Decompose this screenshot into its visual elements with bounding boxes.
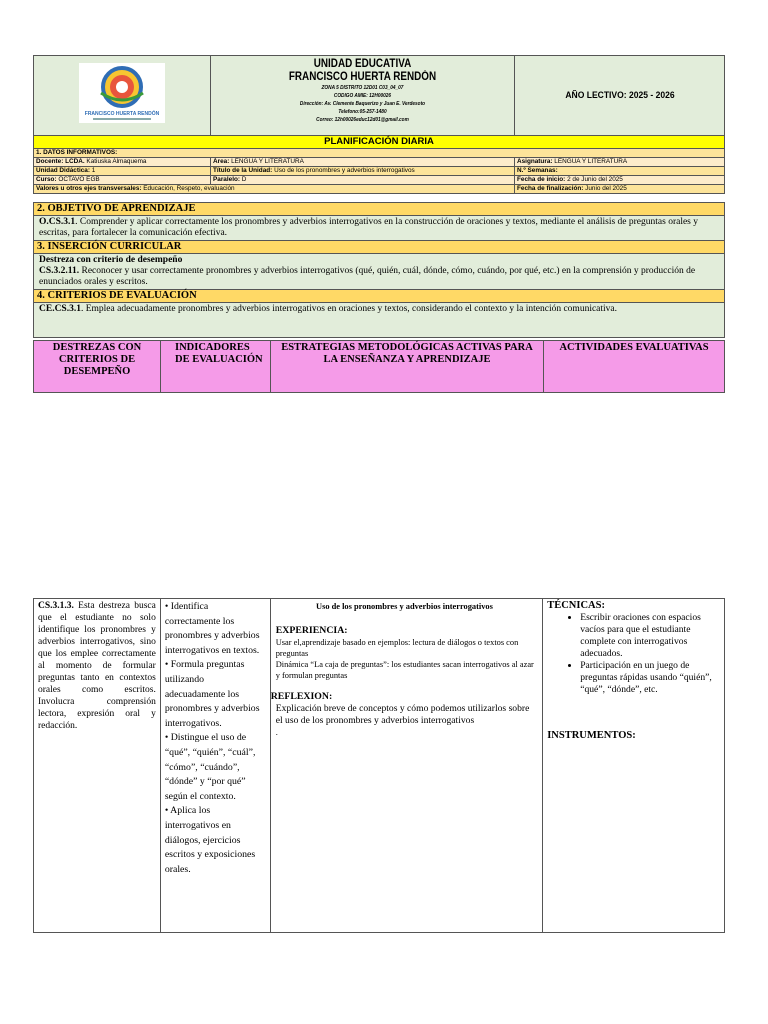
techniques-label: TÉCNICAS: [547,600,605,611]
school-logo [79,63,165,123]
objective-title: 2. OBJETIVO DE APRENDIZAJE [34,203,725,216]
curricular-body [34,254,725,290]
course-label: Curso: [36,176,57,183]
info-table [33,135,725,194]
objective-code: O.CS.3.1 [39,217,76,227]
col-strategies-header: ESTRATEGIAS METODOLÓGICAS ACTIVAS PARA LA ENSEÑANZA Y APRENDIZAJE [271,341,544,393]
columns-header-table [33,340,725,393]
subject-value: LENGUA Y LITERATURA [552,158,628,165]
start-date-label: Fecha de inicio: [517,176,566,183]
activities-cell [543,599,725,933]
plan-title: PLANIFICACIÓN DIARIA [34,136,725,149]
parallel-value: D [240,176,247,183]
curricular-text: Reconocer y usar correctamente pronombres y adverbios interrogativos (qué, quién, cuál, dónde, cómo, cuándo, por qué, etc.) en la comprensión y producción de enunciados orales y escritos. [39,266,696,287]
start-date-cell [515,176,725,185]
school-phone: Telefono:05-257-1480 [338,109,387,115]
instruments-label: INSTRUMENTOS: [547,730,636,741]
subject-cell [515,158,725,167]
unit-title-cell [211,167,515,176]
strategies-cell [270,599,542,933]
strategy-title: Uso de los pronombres y adverbios interrogativos [316,602,493,611]
school-email: Correo: 12h00026educ12d01@gmail.com [316,117,409,123]
school-amie: CODIGO AMIE: 12H00026 [333,93,392,99]
weeks-cell [515,167,725,176]
teacher-label: Docente: LCDA. [36,158,85,165]
skill-code: CS.3.1.3. [38,601,74,611]
school-zone: ZONA 5 DISTRITO 12D01 C03_04_07 [321,85,404,91]
values-cell [34,185,515,194]
technique-item: • Participación en un juego de preguntas rápidas usando “quién”, “qué”, “dónde”, etc. [580,660,720,696]
weeks-label: N.º Semanas: [517,167,558,174]
col-activities-header: ACTIVIDADES EVALUATIVAS [544,341,725,393]
col-skills-header: DESTREZAS CON CRITERIOS DE DESEMPEÑO [34,341,161,393]
experience-label: EXPERIENCIA: [275,625,348,636]
school-name-line1: UNIDAD EDUCATIVA [313,58,412,70]
experience-line1: Usar el,aprendizaje basado en ejemplos: lectura de diálogos o textos con preguntas [275,638,519,658]
area-value: LENGUA Y LITERATURA [229,158,304,165]
subject-label: Asignatura: [517,158,553,165]
curricular-title: 3. INSERCIÓN CURRICULAR [34,241,725,254]
reflection-text: Explicación breve de conceptos y cómo podemos utilizarlos sobre el uso de los pronombres y adverbios interrogativos [275,703,530,726]
skill-text: Esta destreza busca que el estudiante no solo identifique los pronombres y adverbios interrogativos, sino que los emplee correctamente al momento de formular preguntas tanto en contextos orales como escritos. Involucra comprensión lectora, expresión oral y redacción. [38,601,156,731]
techniques-list [580,612,720,696]
objective-body [34,216,725,241]
indicator-item: • Distingue el uso de “qué”, “quién”, “cuál”, “cómo”, “cuándo”, “dónde” y “por qué” según el contexto. [164,732,256,802]
skill-cell [34,599,161,933]
planning-header-table [33,55,725,136]
school-address: Dirección: Av. Clemente Baquerizo y Juan E. Verdesoto [299,101,426,107]
indicator-item: • Formula preguntas utilizando adecuadamente los pronombres y adverbios interrogativos. [164,659,260,729]
reflection-dot: . [275,728,278,737]
criteria-code: CE.CS.3.1 [39,304,81,314]
start-date-value: 2 de Junio del 2025 [565,176,623,183]
indicator-item: • Aplica los interrogativos en diálogos, ejercicios escritos y exposiciones orales. [164,805,256,875]
unit-title-label: Título de la Unidad: [213,167,273,174]
parallel-label: Paralelo: [213,176,240,183]
criteria-title: 4. CRITERIOS DE EVALUACIÓN [34,290,725,303]
indicator-item: • Identifica correctamente los pronombres y adverbios interrogativos en textos. [164,601,260,656]
logo-cell [34,56,211,136]
end-date-cell [515,185,725,194]
technique-item: • Escribir oraciones con espacios vacíos para que el estudiante complete con interrogativos adecuados. [580,612,720,660]
sections-table [33,202,725,338]
curricular-code: CS.3.2.11. [39,266,80,276]
school-year: AÑO LECTIVO: 2025 - 2026 [525,56,714,136]
curricular-subtitle: Destreza con criterio de desempeño [39,255,183,265]
unit-value: 1 [89,167,96,174]
info-section-label: 1. DATOS INFORMATIVOS: [34,149,725,158]
school-name-line2: FRANCISCO HUERTA RENDÓN [288,71,437,83]
end-date-value: Junio del 2025 [583,185,627,192]
col-indicators-header: INDICADORES DE EVALUACIÓN [161,341,271,393]
course-value: OCTAVO EGB [56,176,100,183]
teacher-cell [34,158,211,167]
reflection-label: REFLEXION: [270,691,333,702]
objective-text: . Comprender y aplicar correctamente los pronombres y adverbios interrogativos en la construcción de oraciones y textos, mediante el análisis de preguntas orales y escritas, para fortalecer la comunicación efectiva. [39,217,699,238]
school-info-cell [211,56,515,136]
area-cell [211,158,515,167]
unit-cell [34,167,211,176]
indicators-cell [160,599,270,933]
parallel-cell [211,176,515,185]
course-cell [34,176,211,185]
end-date-label: Fecha de finalización: [517,185,584,192]
logo-text: FRANCISCO HUERTA RENDÓN [84,111,160,117]
experience-line2: Dinámica “La caja de preguntas”: los estudiantes sacan interrogativos al azar y formulan preguntas [275,660,534,680]
values-value: Educación, Respeto, evaluación [141,185,235,192]
values-label: Valores u otros ejes transversales: [36,185,142,192]
teacher-value: Katiuska Almaquema [84,158,147,165]
criteria-text: . Emplea adecuadamente pronombres y adverbios interrogativos en oraciones y textos, considerando el contexto y la intención comunicativa. [80,304,618,314]
area-label: Área: [213,158,230,165]
content-table [33,598,725,933]
unit-label: Unidad Didáctica: [36,167,90,174]
criteria-body [34,303,725,338]
unit-title-value: Uso de los pronombres y adverbios interrogativos [272,167,415,174]
